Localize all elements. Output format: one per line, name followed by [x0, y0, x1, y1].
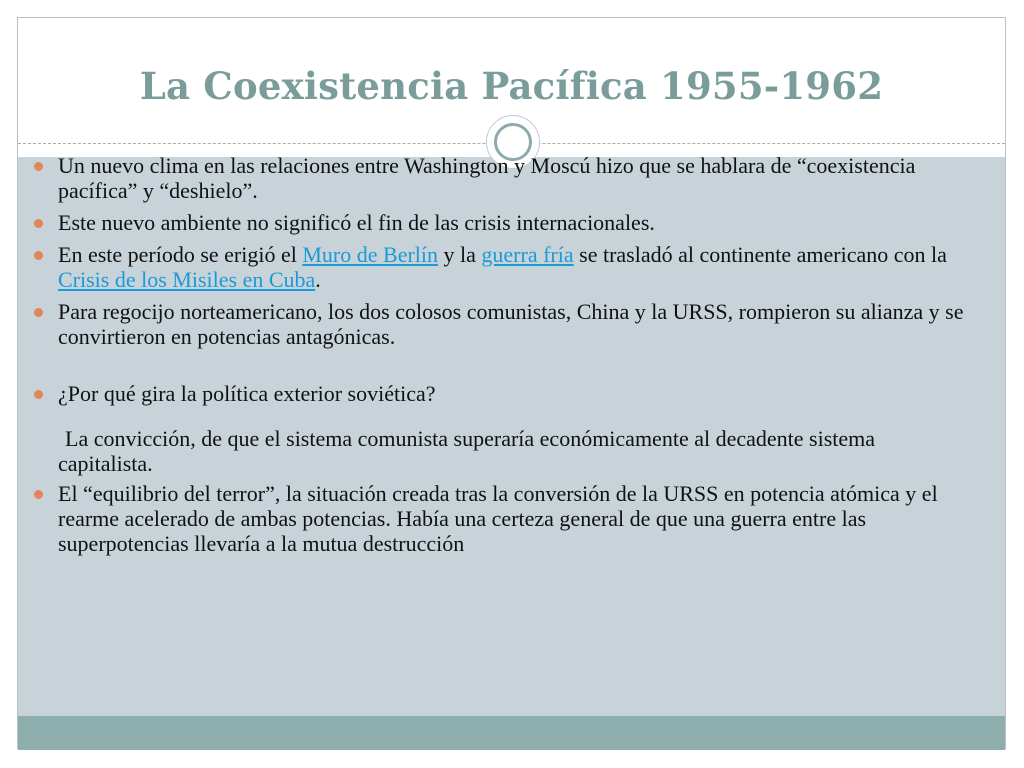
slide-title: La Coexistencia Pacífica 1955-1962 [139, 64, 884, 108]
bullet-text: Para regocijo norteamericano, los dos colosos comunistas, China y la URSS, rompieron su alianza y se convirtieron en potencias antagónicas. [58, 299, 964, 349]
bullet-text-part: En este período se erigió el [58, 242, 303, 267]
list-item [28, 481, 968, 556]
paragraph-wrapper [28, 426, 968, 476]
bullet-dot-icon [34, 162, 43, 171]
paragraph-text: La convicción, de que el sistema comunista superaría económicamente al decadente sistema capitalista. [58, 426, 876, 476]
footer-band [18, 716, 1005, 750]
bullet-dot-icon [34, 251, 43, 260]
bullet-text: El “equilibrio del terror”, la situación creada tras la conversión de la URSS en potencia atómica y el rearme acelerado de ambas potencias. Había una certeza general de que una guerra entre las superpotencias llevaría a la mutua destrucción [58, 481, 938, 556]
list-item [28, 242, 968, 292]
bullet-dot-icon [34, 490, 43, 499]
bullet-text: ¿Por qué gira la política exterior soviética? [58, 381, 436, 406]
link-crisis-misiles-cuba[interactable]: Crisis de los Misiles en Cuba [58, 267, 316, 292]
bullet-text-part: y la [438, 242, 482, 267]
list-item [28, 299, 968, 349]
bullet-text-part: se trasladó al continente americano con la [573, 242, 947, 267]
list-item [28, 153, 968, 203]
bullet-text: Este nuevo ambiente no significó el fin de las crisis internacionales. [58, 210, 655, 235]
bullet-dot-icon [34, 308, 43, 317]
list-item [28, 210, 968, 235]
list-item [28, 381, 968, 406]
bullet-dot-icon [34, 219, 43, 228]
bullet-text: Un nuevo clima en las relaciones entre Washington y Moscú hizo que se hablara de “coexistencia pacífica” y “deshielo”. [58, 153, 916, 203]
bullet-dot-icon [34, 390, 43, 399]
link-muro-de-berlin[interactable]: Muro de Berlín [302, 242, 439, 267]
plain-paragraph [28, 426, 968, 476]
bullet-text-part: . [315, 267, 321, 292]
bullet-list [28, 153, 968, 563]
link-guerra-fria[interactable]: guerra fría [481, 242, 574, 267]
